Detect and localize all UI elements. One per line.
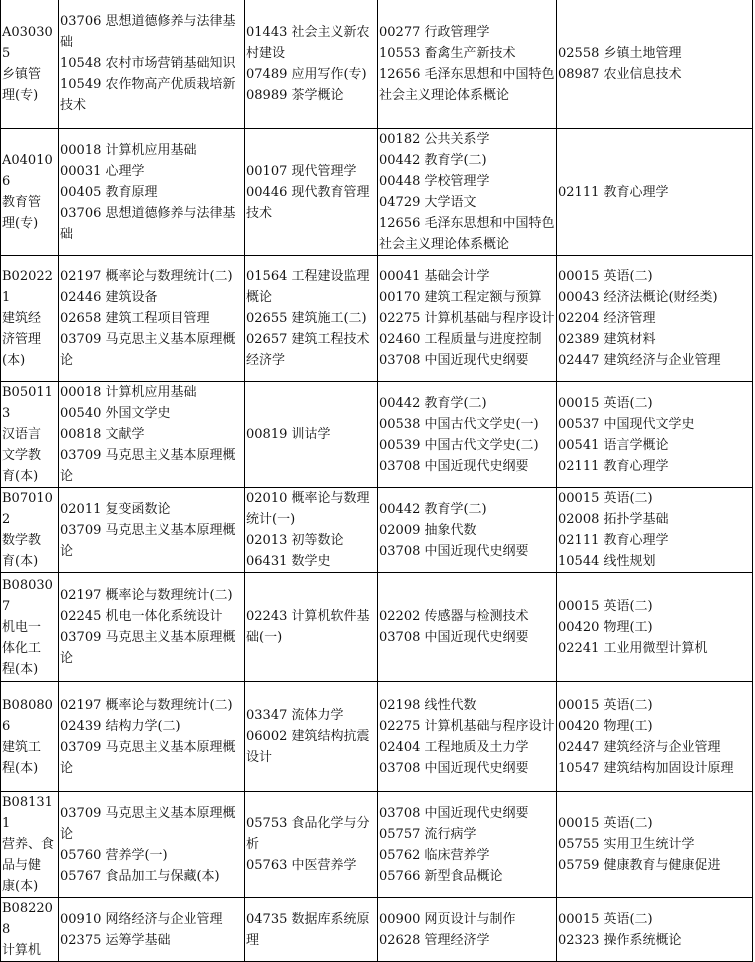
course-entry: 05757 流行病学 [379,826,477,842]
exam-schedule-body [1,0,753,962]
course-entry: 00420 物理(工) [558,718,653,734]
course-entry: 02558 乡镇土地管理 [558,45,682,61]
major-name-line: 文学教 [2,448,42,463]
exam-session-cell [378,256,557,382]
course-entry: 10549 农作物高产优质栽培新技术 [60,77,236,113]
exam-session-cell [378,898,557,962]
course-entry: 05759 健康教育与健康促进 [558,858,721,873]
major-name-line: 康(本) [2,879,39,894]
course-entry: 02202 传感器与检测技术 [379,609,529,624]
exam-session-cell [245,382,378,488]
major-row [1,129,753,256]
exam-session-cell [557,792,753,898]
course-entry: 03706 思想道德修养与法律基础 [60,14,236,50]
course-entry: 02008 拓扑学基础 [558,512,669,527]
course-entry: 03709 马克思主义基本原理概论 [60,332,236,368]
course-entry: 00182 公共关系学 [379,132,490,147]
major-cell [1,0,59,129]
course-entry: 00541 语言学概论 [558,437,669,453]
course-entry: 00819 训诂学 [246,427,331,442]
course-entry: 05760 营养学(一) [60,847,168,863]
course-entry: 04735 数据库系统原理 [246,911,370,948]
course-entry: 00031 心理学 [60,163,145,179]
major-name-line: 汉语言 [2,427,42,442]
major-cell [1,573,59,682]
course-entry: 06002 建筑结构抗震设计 [246,729,370,765]
course-entry: 04729 大学语文 [379,195,477,210]
course-entry: 10553 畜禽生产新技术 [379,45,516,61]
course-entry: 02389 建筑材料 [558,332,656,347]
exam-session-cell [557,488,753,573]
exam-session-cell [245,256,378,382]
major-row [1,682,753,792]
course-entry: 00041 基础会计学 [379,269,490,284]
course-entry: 00900 网页设计与制作 [379,911,516,927]
exam-session-cell [59,256,245,382]
course-entry: 02655 建筑施工(二) [246,311,367,326]
course-entry: 03708 中国近现代史纲要 [379,630,529,645]
major-name-line: 品与健 [2,858,42,873]
course-entry: 02197 概率论与数理统计(二) [60,269,233,284]
course-entry: 00015 英语(二) [558,491,653,506]
course-entry: 00107 现代管理学 [246,163,357,179]
exam-session-cell [245,792,378,898]
exam-session-cell [557,682,753,792]
major-row [1,382,753,488]
course-entry: 00442 教育学(二) [379,395,487,411]
course-entry: 05763 中医营养学 [246,858,357,873]
course-entry: 02404 工程地质及土力学 [379,739,529,755]
major-cell [1,682,59,792]
course-entry: 05767 食品加工与保藏(本) [60,868,220,884]
major-row [1,256,753,382]
course-entry: 00420 物理(工) [558,619,653,635]
major-row [1,0,753,129]
exam-session-cell [245,0,378,129]
course-entry: 00446 现代教育管理技术 [246,184,370,221]
course-entry: 03709 马克思主义基本原理概论 [60,448,236,484]
course-entry: 03709 马克思主义基本原理概论 [60,630,236,666]
course-entry: 02447 建筑经济与企业管理 [558,739,721,755]
course-entry: 06431 数学史 [246,554,331,569]
course-entry: 05762 临床营养学 [379,847,490,863]
major-name-line: 计算机 [2,943,42,958]
exam-session-cell [378,0,557,129]
course-entry: 02323 操作系统概论 [558,932,682,948]
course-entry: 05766 新型食品概论 [379,868,503,884]
course-entry: 12656 毛泽东思想和中国特色社会主义理论体系概论 [379,216,555,252]
exam-session-cell [245,488,378,573]
major-row [1,792,753,898]
major-code: B020221 [2,269,53,305]
course-entry: 03708 中国近现代史纲要 [379,353,529,368]
major-name-line: 育(本) [2,469,39,484]
course-entry: 02628 管理经济学 [379,932,490,948]
course-entry: 00043 经济法概论(财经类) [558,290,718,305]
major-name-line: 育(本) [2,554,39,569]
course-entry: 02198 线性代数 [379,697,477,713]
course-entry: 01443 社会主义新农村建设 [246,24,370,61]
major-code: B080307 [2,577,53,614]
course-entry: 00540 外国文学史 [60,406,171,421]
exam-session-cell [245,129,378,256]
course-entry: 03347 流体力学 [246,708,344,723]
course-entry: 03708 中国近现代史纲要 [379,458,529,474]
course-entry: 00442 教育学(二) [379,153,487,168]
course-entry: 02439 结构力学(二) [60,718,181,734]
exam-session-cell [245,682,378,792]
course-entry: 12656 毛泽东思想和中国特色社会主义理论体系概论 [379,66,555,103]
exam-session-cell [378,573,557,682]
course-entry: 00015 英语(二) [558,697,653,713]
course-entry: 02111 教育心理学 [558,184,669,200]
exam-session-cell [378,382,557,488]
course-entry: 00015 英语(二) [558,911,653,927]
course-entry: 00015 英语(二) [558,269,653,284]
course-entry: 00539 中国古代文学史(二) [379,437,539,453]
exam-session-cell [245,898,378,962]
major-name-line: 乡镇管 [2,66,42,82]
course-entry: 05753 食品化学与分析 [246,816,370,852]
course-entry: 00277 行政管理学 [379,24,490,40]
major-code: A040106 [2,153,53,189]
exam-session-cell [557,573,753,682]
course-entry: 00442 教育学(二) [379,501,487,517]
course-entry: 02375 运筹学基础 [60,932,171,948]
course-entry: 00170 建筑工程定额与预算 [379,290,542,305]
course-entry: 02111 教育心理学 [558,458,669,474]
course-entry: 02011 复变函数论 [60,501,171,517]
course-entry: 02658 建筑工程项目管理 [60,311,210,326]
exam-session-cell [59,382,245,488]
course-entry: 03709 马克思主义基本原理概论 [60,805,236,842]
major-name-line: 建筑工 [2,739,42,755]
major-name-line: 营养、食 [2,837,55,852]
exam-session-cell [378,488,557,573]
course-entry: 00018 计算机应用基础 [60,142,197,158]
exam-session-cell [557,256,753,382]
major-cell [1,898,59,962]
course-entry: 10547 建筑结构加固设计原理 [558,760,734,776]
major-code: B070102 [2,491,53,527]
major-code: B080806 [2,697,53,734]
major-cell [1,256,59,382]
course-entry: 10544 线性规划 [558,554,656,569]
major-name-line: 机电一 [2,619,42,635]
major-name-line: 济管理 [2,332,42,347]
course-entry: 00405 教育原理 [60,184,158,200]
major-cell [1,129,59,256]
exam-session-cell [59,488,245,573]
course-entry: 00537 中国现代文学史 [558,416,695,432]
major-row [1,488,753,573]
course-entry: 00015 英语(二) [558,816,653,831]
course-entry: 00015 英语(二) [558,598,653,614]
major-name-line: 教育管 [2,195,42,210]
course-entry: 03709 马克思主义基本原理概论 [60,739,236,776]
course-entry: 02197 概率论与数理统计(二) [60,588,233,603]
exam-session-cell [557,898,753,962]
course-entry: 00015 英语(二) [558,395,653,411]
exam-session-cell [245,573,378,682]
major-name-line: 建筑经 [2,311,42,326]
course-entry: 02245 机电一体化系统设计 [60,609,223,624]
course-entry: 01564 工程建设监理概论 [246,269,370,305]
course-entry: 03709 马克思主义基本原理概论 [60,522,236,559]
exam-session-cell [59,573,245,682]
major-cell [1,382,59,488]
course-entry: 02446 建筑设备 [60,290,158,305]
course-entry: 00448 学校管理学 [379,174,490,189]
major-name-line: 数学教 [2,533,42,548]
major-row [1,898,753,962]
course-entry: 02009 抽象代数 [379,522,477,538]
course-entry: 02243 计算机软件基础(一) [246,609,370,645]
exam-session-cell [557,0,753,129]
course-entry: 00018 计算机应用基础 [60,385,197,400]
major-name-line: 程(本) [2,661,39,677]
major-code: B081311 [2,795,53,831]
course-entry: 00818 文献学 [60,427,145,442]
major-name-line: 体化工 [2,640,42,656]
exam-session-cell [59,682,245,792]
course-entry: 03708 中国近现代史纲要 [379,805,529,821]
course-entry: 08987 农业信息技术 [558,66,682,82]
course-entry: 02204 经济管理 [558,311,656,326]
course-entry: 00910 网络经济与企业管理 [60,911,223,927]
exam-session-cell [378,792,557,898]
exam-session-cell [557,129,753,256]
major-code: A030305 [2,24,53,61]
course-entry: 02111 教育心理学 [558,533,669,548]
course-entry: 02197 概率论与数理统计(二) [60,697,233,713]
exam-session-cell [378,682,557,792]
major-cell [1,792,59,898]
exam-session-cell [378,129,557,256]
course-entry: 02460 工程质量与进度控制 [379,332,542,347]
major-cell [1,488,59,573]
course-entry: 03706 思想道德修养与法律基础 [60,205,236,242]
course-entry: 02241 工业用微型计算机 [558,640,708,656]
major-name-line: 程(本) [2,760,39,776]
exam-session-cell [59,898,245,962]
course-entry: 02010 概率论与数理统计(一) [246,491,370,527]
course-entry: 08989 茶学概论 [246,87,344,103]
course-entry: 02275 计算机基础与程序设计 [379,311,555,326]
course-entry: 03708 中国近现代史纲要 [379,543,529,559]
exam-session-cell [59,0,245,129]
course-entry: 03708 中国近现代史纲要 [379,760,529,776]
major-name-line: (本) [2,353,26,368]
course-entry: 05755 实用卫生统计学 [558,837,695,852]
course-entry: 02447 建筑经济与企业管理 [558,353,721,368]
major-name-line: 理(专) [2,87,39,103]
major-row [1,573,753,682]
exam-session-cell [59,129,245,256]
major-code: B050113 [2,385,53,421]
course-entry: 02657 建筑工程技术经济学 [246,332,370,368]
course-entry: 00538 中国古代文学史(一) [379,416,539,432]
exam-session-cell [557,382,753,488]
exam-session-cell [59,792,245,898]
course-entry: 02013 初等数论 [246,533,344,548]
major-name-line: 理(专) [2,216,39,231]
course-entry: 10548 农村市场营销基础知识 [60,56,236,71]
major-code: B082208 [2,901,53,937]
course-entry: 07489 应用写作(专) [246,66,367,82]
course-entry: 02275 计算机基础与程序设计 [379,718,555,734]
